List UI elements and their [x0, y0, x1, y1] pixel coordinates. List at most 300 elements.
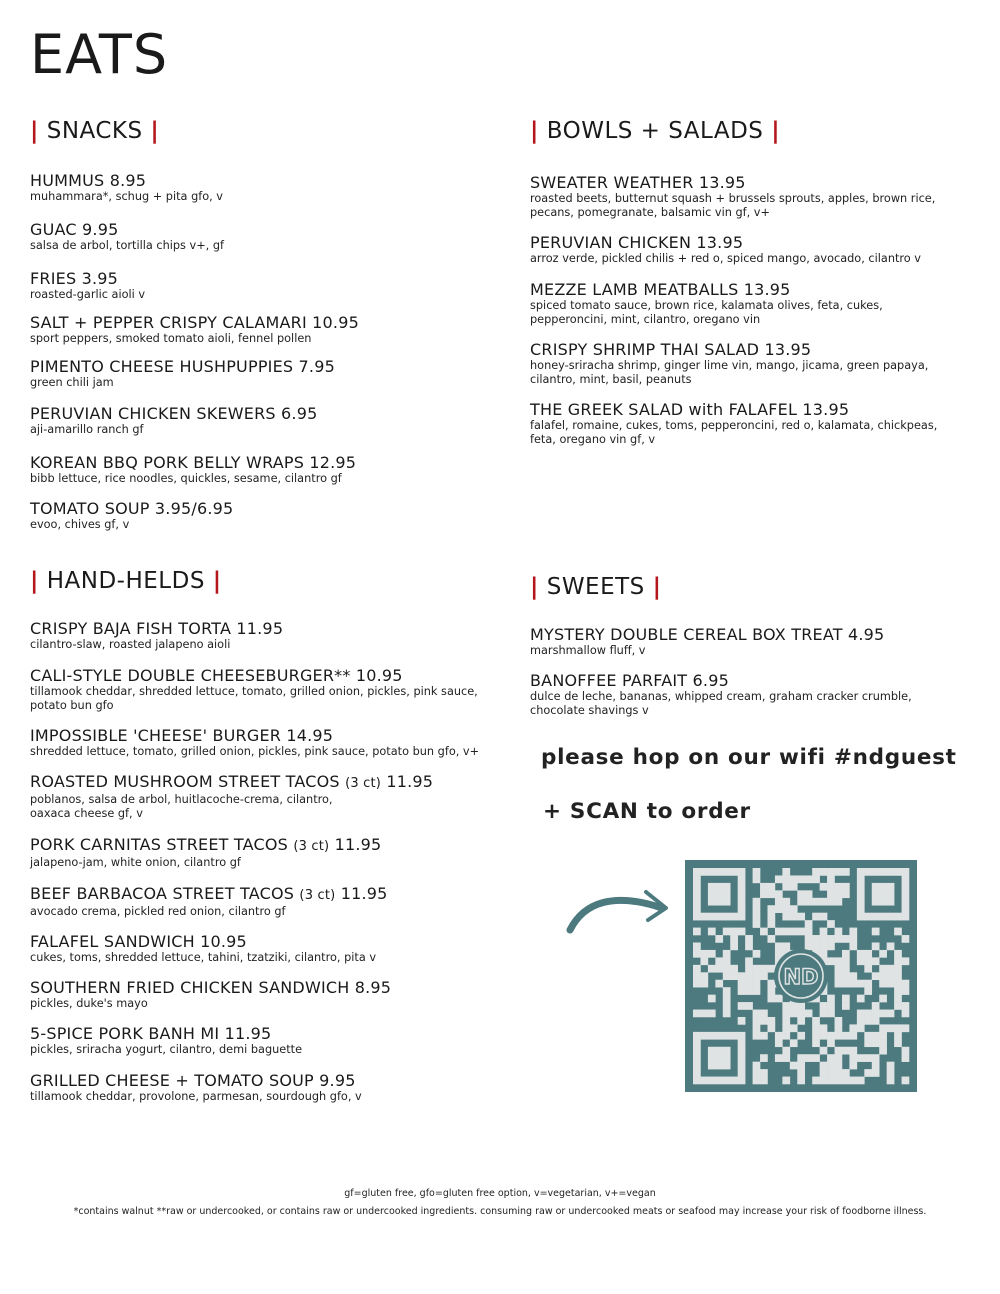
- qr-module: [879, 1032, 887, 1040]
- qr-module: [812, 875, 820, 883]
- qr-module: [738, 1077, 746, 1085]
- qr-module: [849, 1032, 857, 1040]
- qr-module: [872, 868, 880, 876]
- qr-module: [775, 898, 783, 906]
- qr-module: [879, 1047, 887, 1055]
- qr-module: [827, 1062, 835, 1070]
- qr-module: [693, 905, 701, 913]
- qr-module: [700, 868, 708, 876]
- item-name: CALI-STYLE DOUBLE CHEESEBURGER** 10.95: [30, 666, 403, 685]
- qr-module: [879, 890, 887, 898]
- menu-item: [30, 932, 376, 965]
- qr-logo-text: ND: [783, 965, 819, 989]
- menu-item: [530, 280, 883, 326]
- qr-module: [857, 898, 865, 906]
- qr-module: [827, 868, 835, 876]
- item-desc: salsa de arbol, tortilla chips v+, gf: [30, 239, 225, 252]
- qr-module: [812, 913, 820, 921]
- qr-module: [700, 913, 708, 921]
- qr-module: [864, 957, 872, 965]
- qr-module: [760, 883, 768, 891]
- qr-module: [782, 1024, 790, 1032]
- qr-module: [730, 972, 738, 980]
- qr-module: [812, 868, 820, 876]
- item-name: FALAFEL SANDWICH 10.95: [30, 932, 247, 951]
- qr-module: [842, 980, 850, 988]
- qr-module: [842, 950, 850, 958]
- qr-module: [827, 1039, 835, 1047]
- qr-module: [797, 898, 805, 906]
- qr-module: [700, 1077, 708, 1085]
- qr-module: [767, 913, 775, 921]
- qr-module: [700, 1010, 708, 1018]
- qr-module: [693, 883, 701, 891]
- qr-module: [797, 1062, 805, 1070]
- qr-module: [723, 928, 731, 936]
- qr-module: [872, 1039, 880, 1047]
- item-desc: falafel, romaine, cukes, toms, pepperoncini, red o, kalamata, chickpeas, feta, oregano vin gf, v: [530, 419, 938, 446]
- section-title: BOWLS + SALADS: [546, 118, 764, 144]
- qr-module: [887, 1062, 895, 1070]
- qr-module: [745, 965, 753, 973]
- qr-module: [715, 1047, 723, 1055]
- item-desc: dulce de leche, bananas, whipped cream, graham cracker crumble, chocolate shavings v: [530, 690, 912, 717]
- qr-module: [723, 1002, 731, 1010]
- item-name: SWEATER WEATHER 13.95: [530, 173, 746, 192]
- qr-module: [820, 1047, 828, 1055]
- qr-module: [782, 1054, 790, 1062]
- wifi-instruction: please hop on our wifi #ndguest: [541, 745, 957, 770]
- qr-module: [887, 1024, 895, 1032]
- qr-module: [849, 928, 857, 936]
- accent-bar: |: [530, 574, 539, 600]
- qr-code[interactable]: [685, 860, 917, 1092]
- section-heading-bowls: [530, 120, 990, 143]
- item-name: SOUTHERN FRIED CHICKEN SANDWICH 8.95: [30, 978, 392, 997]
- qr-module: [767, 965, 775, 973]
- qr-module: [805, 928, 813, 936]
- qr-module: [708, 1047, 716, 1055]
- qr-module: [872, 1069, 880, 1077]
- qr-module: [864, 1069, 872, 1077]
- qr-module: [797, 928, 805, 936]
- item-desc: cukes, toms, shredded lettuce, tahini, tzatziki, cilantro, pita v: [30, 951, 377, 964]
- section-title: SNACKS: [46, 118, 143, 144]
- qr-module: [820, 868, 828, 876]
- accent-bar: |: [212, 568, 222, 594]
- qr-module: [872, 898, 880, 906]
- qr-module: [782, 1010, 790, 1018]
- qr-module: [790, 875, 798, 883]
- qr-module: [730, 868, 738, 876]
- qr-module: [820, 883, 828, 891]
- qr-module: [805, 890, 813, 898]
- qr-module: [738, 1039, 746, 1047]
- item-desc: muhammara*, schug + pita gfo, v: [30, 190, 223, 203]
- qr-module: [738, 972, 746, 980]
- qr-module: [693, 928, 701, 936]
- qr-module: [693, 972, 701, 980]
- qr-module: [760, 1069, 768, 1077]
- item-desc: marshmallow fluff, v: [530, 644, 646, 657]
- qr-module: [738, 1002, 746, 1010]
- qr-module: [738, 980, 746, 988]
- section-hand-helds: [30, 568, 510, 1103]
- qr-module: [864, 1017, 872, 1025]
- qr-module: [745, 980, 753, 988]
- qr-module: [745, 942, 753, 950]
- qr-module: [708, 913, 716, 921]
- qr-module: [864, 965, 872, 973]
- item-name: PIMENTO CHEESE HUSHPUPPIES 7.95: [30, 357, 335, 376]
- qr-module: [864, 950, 872, 958]
- qr-module: [700, 950, 708, 958]
- qr-module: [835, 1069, 843, 1077]
- qr-module: [767, 890, 775, 898]
- dietary-legend: gf=gluten free, gfo=gluten free option, v=vegetarian, v+=vegan: [344, 1188, 656, 1199]
- qr-module: [723, 1062, 731, 1070]
- qr-module: [872, 890, 880, 898]
- item-name: GUAC 9.95: [30, 220, 119, 239]
- qr-module: [902, 935, 910, 943]
- section-snacks: [30, 118, 500, 531]
- qr-module: [857, 1024, 865, 1032]
- item-name: MYSTERY DOUBLE CEREAL BOX TREAT 4.95: [530, 625, 885, 644]
- qr-module: [842, 890, 850, 898]
- qr-module: [797, 1010, 805, 1018]
- qr-module: [812, 1077, 820, 1085]
- qr-module: [827, 890, 835, 898]
- qr-module: [797, 890, 805, 898]
- qr-module: [812, 1032, 820, 1040]
- qr-module: [902, 868, 910, 876]
- qr-module: [693, 875, 701, 883]
- qr-module: [857, 1054, 865, 1062]
- menu-item: [30, 619, 283, 652]
- qr-module: [797, 1054, 805, 1062]
- qr-module: [894, 1039, 902, 1047]
- qr-module: [797, 875, 805, 883]
- qr-module: [738, 1032, 746, 1040]
- qr-module: [902, 883, 910, 891]
- qr-module: [760, 890, 768, 898]
- menu-item: [530, 173, 935, 219]
- qr-module: [894, 1032, 902, 1040]
- qr-module: [693, 1077, 701, 1085]
- qr-module: [835, 868, 843, 876]
- qr-module: [693, 1069, 701, 1077]
- qr-module: [827, 1002, 835, 1010]
- qr-module: [842, 995, 850, 1003]
- qr-module: [738, 1062, 746, 1070]
- qr-module: [700, 980, 708, 988]
- section-sweets: [530, 574, 990, 717]
- item-desc: honey-sriracha shrimp, ginger lime vin, mango, jicama, green papaya, cilantro, mint, basil, peanuts: [530, 359, 929, 386]
- qr-module: [849, 942, 857, 950]
- qr-module: [872, 1032, 880, 1040]
- qr-module: [849, 1062, 857, 1070]
- accent-bar: |: [30, 568, 39, 594]
- qr-module: [872, 1054, 880, 1062]
- qr-module: [775, 942, 783, 950]
- qr-module: [708, 1077, 716, 1085]
- qr-module: [723, 995, 731, 1003]
- qr-module: [857, 875, 865, 883]
- accent-bar: |: [30, 118, 39, 144]
- qr-module: [835, 890, 843, 898]
- qr-module: [708, 890, 716, 898]
- qr-module: [782, 875, 790, 883]
- qr-module: [820, 1069, 828, 1077]
- qr-module: [835, 1047, 843, 1055]
- qr-module: [864, 1032, 872, 1040]
- qr-module: [715, 868, 723, 876]
- item-desc: arroz verde, pickled chilis + red o, spiced mango, avocado, cilantro v: [530, 252, 921, 265]
- qr-module: [738, 905, 746, 913]
- qr-module: [775, 890, 783, 898]
- qr-module: [887, 980, 895, 988]
- qr-module: [723, 898, 731, 906]
- qr-module: [864, 1010, 872, 1018]
- qr-module: [812, 898, 820, 906]
- qr-module: [715, 965, 723, 973]
- scan-instruction: + SCAN to order: [543, 799, 751, 824]
- menu-item: [30, 772, 433, 820]
- qr-module: [782, 928, 790, 936]
- qr-module: [708, 898, 716, 906]
- qr-module: [753, 898, 761, 906]
- qr-module: [738, 883, 746, 891]
- menu-item: [30, 666, 478, 712]
- menu-item: [30, 357, 335, 390]
- qr-module: [775, 1032, 783, 1040]
- qr-module: [835, 1062, 843, 1070]
- qr-module: [782, 868, 790, 876]
- item-desc: evoo, chives gf, v: [30, 518, 130, 531]
- qr-module: [693, 980, 701, 988]
- qr-module: [902, 875, 910, 883]
- qr-module: [782, 898, 790, 906]
- qr-module: [797, 913, 805, 921]
- menu-item: [530, 671, 912, 717]
- qr-module: [745, 957, 753, 965]
- qr-module: [745, 972, 753, 980]
- qr-module: [738, 875, 746, 883]
- qr-module: [835, 957, 843, 965]
- qr-module: [775, 875, 783, 883]
- qr-module: [790, 1039, 798, 1047]
- qr-module: [887, 942, 895, 950]
- qr-module: [857, 957, 865, 965]
- item-desc: tillamook cheddar, shredded lettuce, tomato, grilled onion, pickles, pink sauce, potato bun gfo: [30, 685, 478, 712]
- qr-module: [872, 1017, 880, 1025]
- qr-module: [827, 1077, 835, 1085]
- qr-module: [723, 987, 731, 995]
- item-name: HUMMUS 8.95: [30, 171, 147, 190]
- qr-module: [790, 1024, 798, 1032]
- qr-module: [902, 987, 910, 995]
- qr-module: [738, 1017, 746, 1025]
- qr-module: [835, 935, 843, 943]
- qr-module: [730, 1032, 738, 1040]
- qr-module: [715, 935, 723, 943]
- qr-module: [842, 1032, 850, 1040]
- qr-module: [879, 1010, 887, 1018]
- qr-module: [708, 928, 716, 936]
- qr-module: [723, 913, 731, 921]
- accent-bar: |: [150, 118, 160, 144]
- item-name: THE GREEK SALAD with FALAFEL 13.95: [530, 400, 850, 419]
- qr-module: [790, 928, 798, 936]
- qr-module: [835, 898, 843, 906]
- qr-module: [835, 965, 843, 973]
- qr-module: [902, 905, 910, 913]
- qr-module: [872, 1010, 880, 1018]
- qr-module: [775, 928, 783, 936]
- qr-module: [760, 1017, 768, 1025]
- qr-module: [827, 995, 835, 1003]
- qr-module: [753, 987, 761, 995]
- menu-item: [30, 884, 388, 919]
- qr-module: [723, 868, 731, 876]
- qr-module: [782, 942, 790, 950]
- qr-module: [879, 950, 887, 958]
- qr-module: [775, 1039, 783, 1047]
- qr-module: [879, 980, 887, 988]
- qr-module: [782, 1047, 790, 1055]
- qr-module: [730, 935, 738, 943]
- qr-module: [760, 928, 768, 936]
- qr-module: [827, 1069, 835, 1077]
- qr-module: [864, 980, 872, 988]
- qr-module: [849, 1054, 857, 1062]
- menu-item: [30, 171, 223, 204]
- item-name: SALT + PEPPER CRISPY CALAMARI 10.95: [30, 313, 359, 332]
- qr-module: [797, 1069, 805, 1077]
- qr-module: [879, 965, 887, 973]
- qr-module: [753, 1024, 761, 1032]
- qr-module: [864, 987, 872, 995]
- qr-module: [805, 935, 813, 943]
- qr-module: [812, 1017, 820, 1025]
- menu-item: [30, 499, 233, 532]
- item-desc: tillamook cheddar, provolone, parmesan, sourdough gfo, v: [30, 1090, 362, 1103]
- item-desc: cilantro-slaw, roasted jalapeno aioli: [30, 638, 231, 651]
- qr-module: [820, 1077, 828, 1085]
- qr-module: [775, 950, 783, 958]
- qr-module: [790, 883, 798, 891]
- qr-module: [842, 1047, 850, 1055]
- qr-module: [820, 1032, 828, 1040]
- qr-module: [894, 950, 902, 958]
- qr-module: [887, 883, 895, 891]
- qr-module: [693, 890, 701, 898]
- qr-module: [723, 883, 731, 891]
- qr-module: [902, 890, 910, 898]
- qr-module: [738, 1069, 746, 1077]
- qr-module: [805, 875, 813, 883]
- qr-module: [730, 913, 738, 921]
- qr-module: [812, 942, 820, 950]
- qr-module: [894, 965, 902, 973]
- menu-item: [30, 269, 145, 302]
- qr-module: [767, 987, 775, 995]
- qr-module: [835, 1077, 843, 1085]
- qr-module: [887, 1077, 895, 1085]
- qr-module: [767, 920, 775, 928]
- item-name: ROASTED MUSHROOM STREET TACOS (3 ct) 11.95: [30, 772, 434, 791]
- qr-module: [775, 995, 783, 1003]
- qr-module: [894, 928, 902, 936]
- qr-module: [820, 928, 828, 936]
- item-name: CRISPY BAJA FISH TORTA 11.95: [30, 619, 284, 638]
- qr-module: [827, 1032, 835, 1040]
- qr-module: [715, 957, 723, 965]
- qr-module: [872, 1002, 880, 1010]
- qr-module: [820, 898, 828, 906]
- qr-module: [820, 1010, 828, 1018]
- qr-code-image: [685, 860, 917, 1092]
- qr-module: [879, 883, 887, 891]
- qr-module: [760, 965, 768, 973]
- qr-module: [753, 1010, 761, 1018]
- qr-module: [760, 972, 768, 980]
- qr-module: [790, 1062, 798, 1070]
- qr-module: [827, 1054, 835, 1062]
- qr-module: [879, 995, 887, 1003]
- qr-module: [693, 913, 701, 921]
- qr-module: [872, 928, 880, 936]
- qr-module: [835, 980, 843, 988]
- menu-item: [30, 404, 317, 437]
- qr-module: [767, 905, 775, 913]
- qr-module: [857, 950, 865, 958]
- qr-module: [738, 898, 746, 906]
- qr-module: [723, 1054, 731, 1062]
- allergen-disclaimer: *contains walnut **raw or undercooked, or contains raw or undercooked ingredients. consuming raw or undercooked meats or seafood may increase your risk of foodborne illness.: [73, 1206, 927, 1217]
- qr-module: [879, 898, 887, 906]
- item-desc: green chili jam: [30, 376, 114, 389]
- qr-module: [738, 1054, 746, 1062]
- qr-module: [827, 1010, 835, 1018]
- item-name: KOREAN BBQ PORK BELLY WRAPS 12.95: [30, 453, 357, 472]
- qr-module: [857, 995, 865, 1003]
- qr-module: [693, 942, 701, 950]
- qr-module: [902, 1024, 910, 1032]
- qr-module: [857, 883, 865, 891]
- qr-module: [745, 935, 753, 943]
- qr-module: [753, 913, 761, 921]
- item-name: CRISPY SHRIMP THAI SALAD 13.95: [530, 340, 812, 359]
- qr-module: [872, 942, 880, 950]
- qr-module: [782, 1077, 790, 1085]
- item-desc: avocado crema, pickled red onion, cilantro gf: [30, 905, 286, 918]
- qr-module: [812, 1054, 820, 1062]
- qr-module: [857, 890, 865, 898]
- qr-module: [805, 1010, 813, 1018]
- qr-module: [805, 898, 813, 906]
- qr-module: [753, 920, 761, 928]
- section-title: HAND-HELDS: [46, 568, 205, 594]
- qr-module: [902, 1054, 910, 1062]
- qr-module: [894, 980, 902, 988]
- qr-module: [723, 1032, 731, 1040]
- accent-bar: |: [771, 118, 781, 144]
- section-heading-snacks: [30, 120, 500, 143]
- qr-module: [693, 1039, 701, 1047]
- qr-module: [738, 1047, 746, 1055]
- qr-module: [835, 1054, 843, 1062]
